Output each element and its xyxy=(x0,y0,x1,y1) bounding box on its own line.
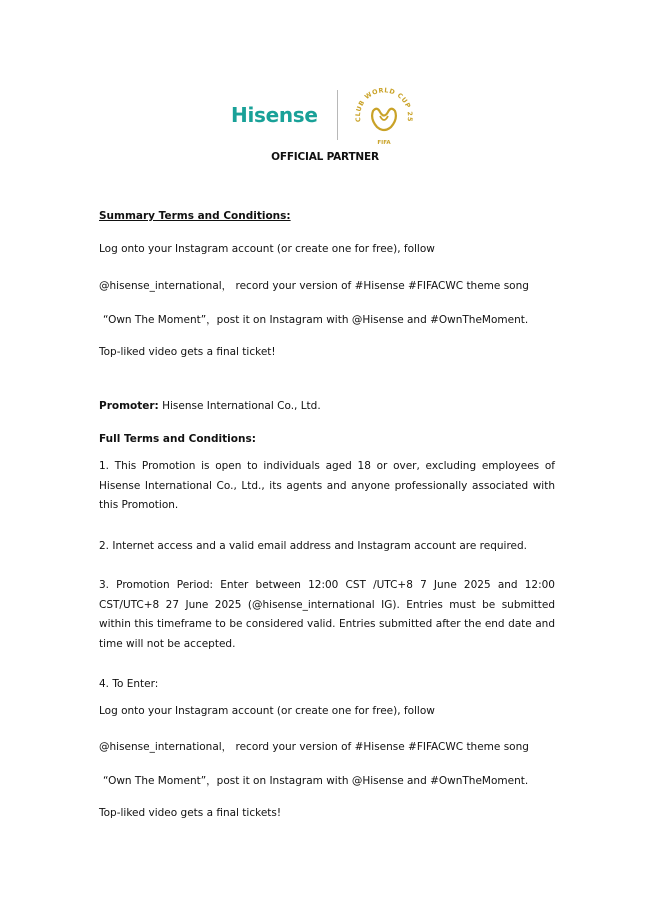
summary-line: @hisense_international， record your version of #Hisense #FIFACWC theme song xyxy=(99,280,529,292)
svg-text:CLUB WORLD CUP 25 xyxy=(354,86,414,122)
summary-line: “Own The Moment”，post it on Instagram with @Hisense and #OwnTheMoment. xyxy=(103,314,529,326)
promoter-label: Promoter: xyxy=(99,400,159,412)
logo-divider xyxy=(337,90,338,140)
full-terms-heading: Full Terms and Conditions: xyxy=(99,433,256,445)
club-world-cup-logo xyxy=(353,86,415,148)
header-logos xyxy=(0,86,650,144)
enter-line: “Own The Moment”，post it on Instagram with @Hisense and #OwnTheMoment. xyxy=(103,775,529,787)
hisense-logo: Hisense xyxy=(231,103,318,127)
clause-2: 2. Internet access and a valid email address and Instagram account are required. xyxy=(99,540,528,552)
summary-heading: Summary Terms and Conditions: xyxy=(99,210,291,222)
logo-arc-text: CLUB WORLD CUP 25 xyxy=(353,86,415,123)
clause-3: 3. Promotion Period: Enter between 12:00 CST /UTC+8 7 June 2025 and 12:00 CST/UTC+8 27 June 2025 (@hisense_international IG). Entries must be submitted within this timeframe to be considered valid. Entries submitted after the end date and time will not be accepted. xyxy=(99,579,555,650)
enter-line: Log onto your Instagram account (or create one for free), follow xyxy=(99,705,435,717)
enter-line: Top-liked video gets a final tickets! xyxy=(99,807,282,819)
summary-line: Top-liked video gets a final ticket! xyxy=(99,346,276,358)
official-partner-label: OFFICIAL PARTNER xyxy=(271,151,379,163)
fifa-wordmark: FIFA xyxy=(377,140,391,146)
summary-line: Log onto your Instagram account (or create one for free), follow xyxy=(99,243,435,255)
clause-1: 1. This Promotion is open to individuals aged 18 or over, excluding employees of Hisense International Co., Ltd., its agents and anyone professionally associated with this Promotion. xyxy=(99,460,555,511)
clause-4: 4. To Enter: xyxy=(99,678,159,690)
enter-line: @hisense_international， record your version of #Hisense #FIFACWC theme song xyxy=(99,741,529,753)
promoter-value: Hisense International Co., Ltd. xyxy=(158,400,321,412)
promoter-line xyxy=(99,400,554,412)
